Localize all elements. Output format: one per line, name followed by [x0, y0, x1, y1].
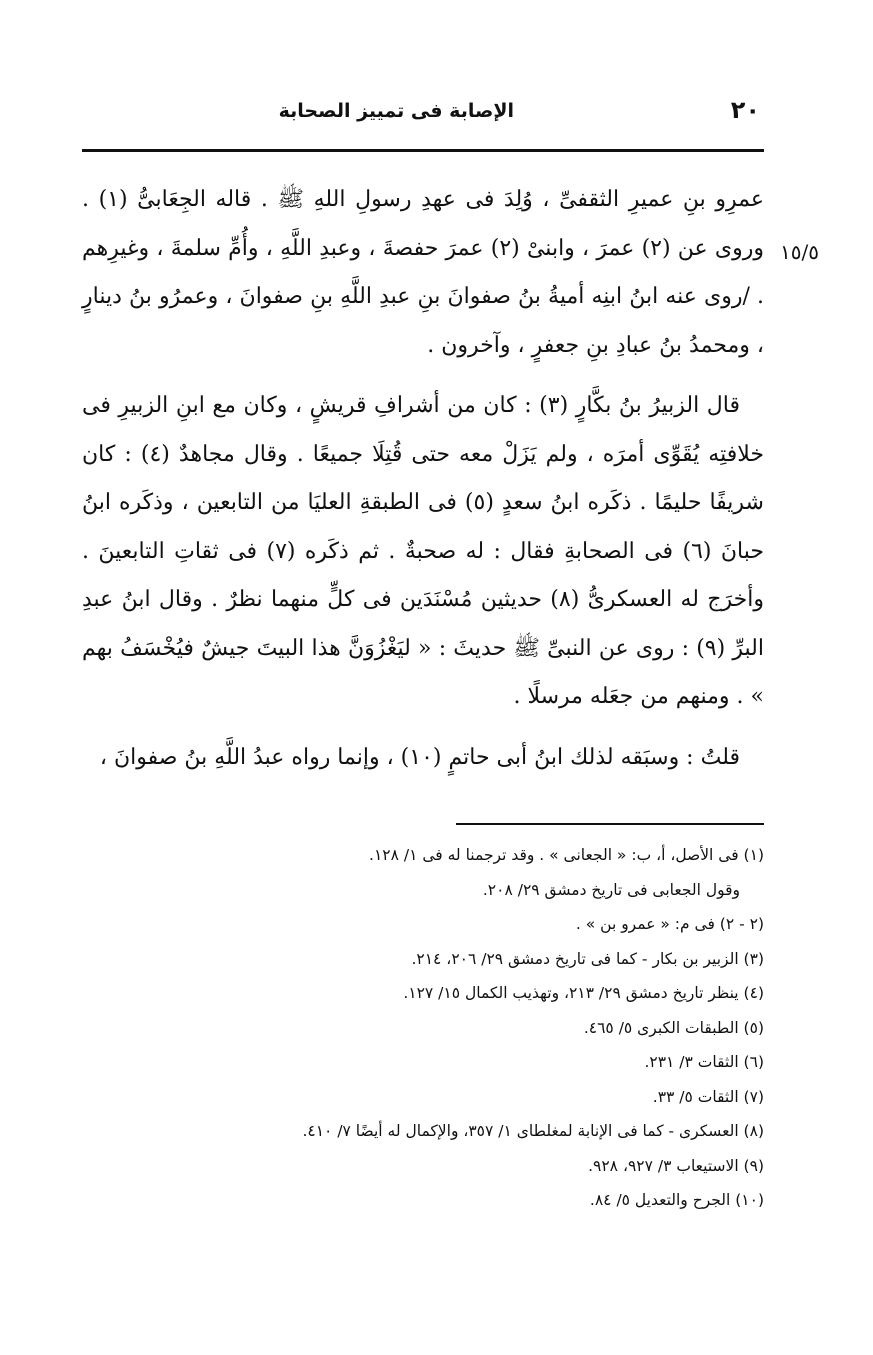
footnote: (٥) الطبقات الكبرى ٥/ ٤٦٥.	[583, 1018, 764, 1037]
page-header	[82, 96, 764, 136]
footnote: (١) فى الأصل، أ، ب: « الجعانى » . وقد ترجمنا له فى ١/ ١٢٨.	[369, 846, 764, 864]
paragraph: قلتُ : وسبَقه لذلك ابنُ أبى حاتمٍ (١٠) ، وإنما رواه عبدُ اللَّهِ بنُ صفوانَ ،	[99, 744, 740, 770]
footnote: (٤) ينظر تاريخ دمشق ٢٩/ ٢١٣، وتهذيب الكمال ١٥/ ١٢٧.	[403, 984, 764, 1002]
footnote: (٢ - ٢) فى م: « عمرو بن » .	[575, 915, 764, 933]
footnote: (٣) الزبير بن بكار - كما فى تاريخ دمشق ٢٩/ ٢٠٦، ٢١٤.	[411, 949, 764, 968]
header-rule	[82, 149, 764, 152]
paragraph: قال الزبيرُ بنُ بكَّارٍ (٣) : كان من أشرافِ قريشٍ ، وكان مع ابنِ الزبيرِ فى خلافتِه يُقَوِّى أمرَه ، ولم يَزَلْ معه حتى قُتِلَا جميعًا . وقال مجاهدٌ (٤) : كان شريفًا حليمًا . ذكَره ابنُ سعدٍ (٥) فى الطبقةِ العليَا من التابعين ، وذكَره ابنُ حبانَ (٦) فى الصحابةِ فقال : له صحبةٌ . ثم ذكَره (٧) فى ثقاتِ التابعينَ . وأخرَج له العسكرىُّ (٨) حديثين مُسْنَدَين فى كلٍّ منهما نظرٌ . وقال ابنُ عبدِ البرِّ (٩) : روى عن النبىِّ ﷺ حديثَ : « ليَغْزُوَنَّ هذا البيتَ جيشٌ فيُخْسَفُ بهم » . ومنهم من جعَله مرسلًا .	[82, 393, 764, 709]
page-number: ٢٠	[730, 96, 760, 124]
footnote: (١٠) الجرح والتعديل ٥/ ٨٤.	[589, 1191, 764, 1209]
margin-volume-page-note: ١٥/٥	[780, 240, 819, 264]
footnote: (٦) الثقات ٣/ ٢٣١.	[644, 1053, 764, 1071]
footnote: (٨) العسكرى - كما فى الإنابة لمغلطاى ١/ ٣٥٧، والإكمال له أيضًا ٧/ ٤١٠.	[302, 1122, 764, 1140]
footnote-separator	[456, 823, 764, 825]
footnote-continuation: وقول الجعابى فى تاريخ دمشق ٢٩/ ٢٠٨.	[482, 880, 740, 899]
footnote: (٩) الاستيعاب ٣/ ٩٢٧، ٩٢٨.	[588, 1156, 764, 1175]
main-text	[82, 176, 764, 794]
running-title: الإصابة فى تمييز الصحابة	[278, 100, 514, 122]
footnotes	[82, 838, 764, 1218]
footnote: (٧) الثقات ٥/ ٣٣.	[652, 1087, 764, 1106]
paragraph: عمرِو بنِ عميرِ الثقفىِّ ، وُلِدَ فى عهدِ رسولِ اللهِ ﷺ . قاله الجِعَابىُّ (١) . وروى عن (٢) عمرَ ، وابنىْ (٢) عمرَ حفصةَ ، وعبدِ اللَّهِ ، وأُمِّ سلمةَ ، وغيرِهم . /روى عنه ابنُ ابنِه أميةُ بنُ صفوانَ بنِ عبدِ اللَّهِ بنِ صفوانَ ، وعمرُو بنُ دينارٍ ، ومحمدُ بنُ عبادِ بنِ جعفرٍ ، وآخرون .	[82, 187, 764, 358]
